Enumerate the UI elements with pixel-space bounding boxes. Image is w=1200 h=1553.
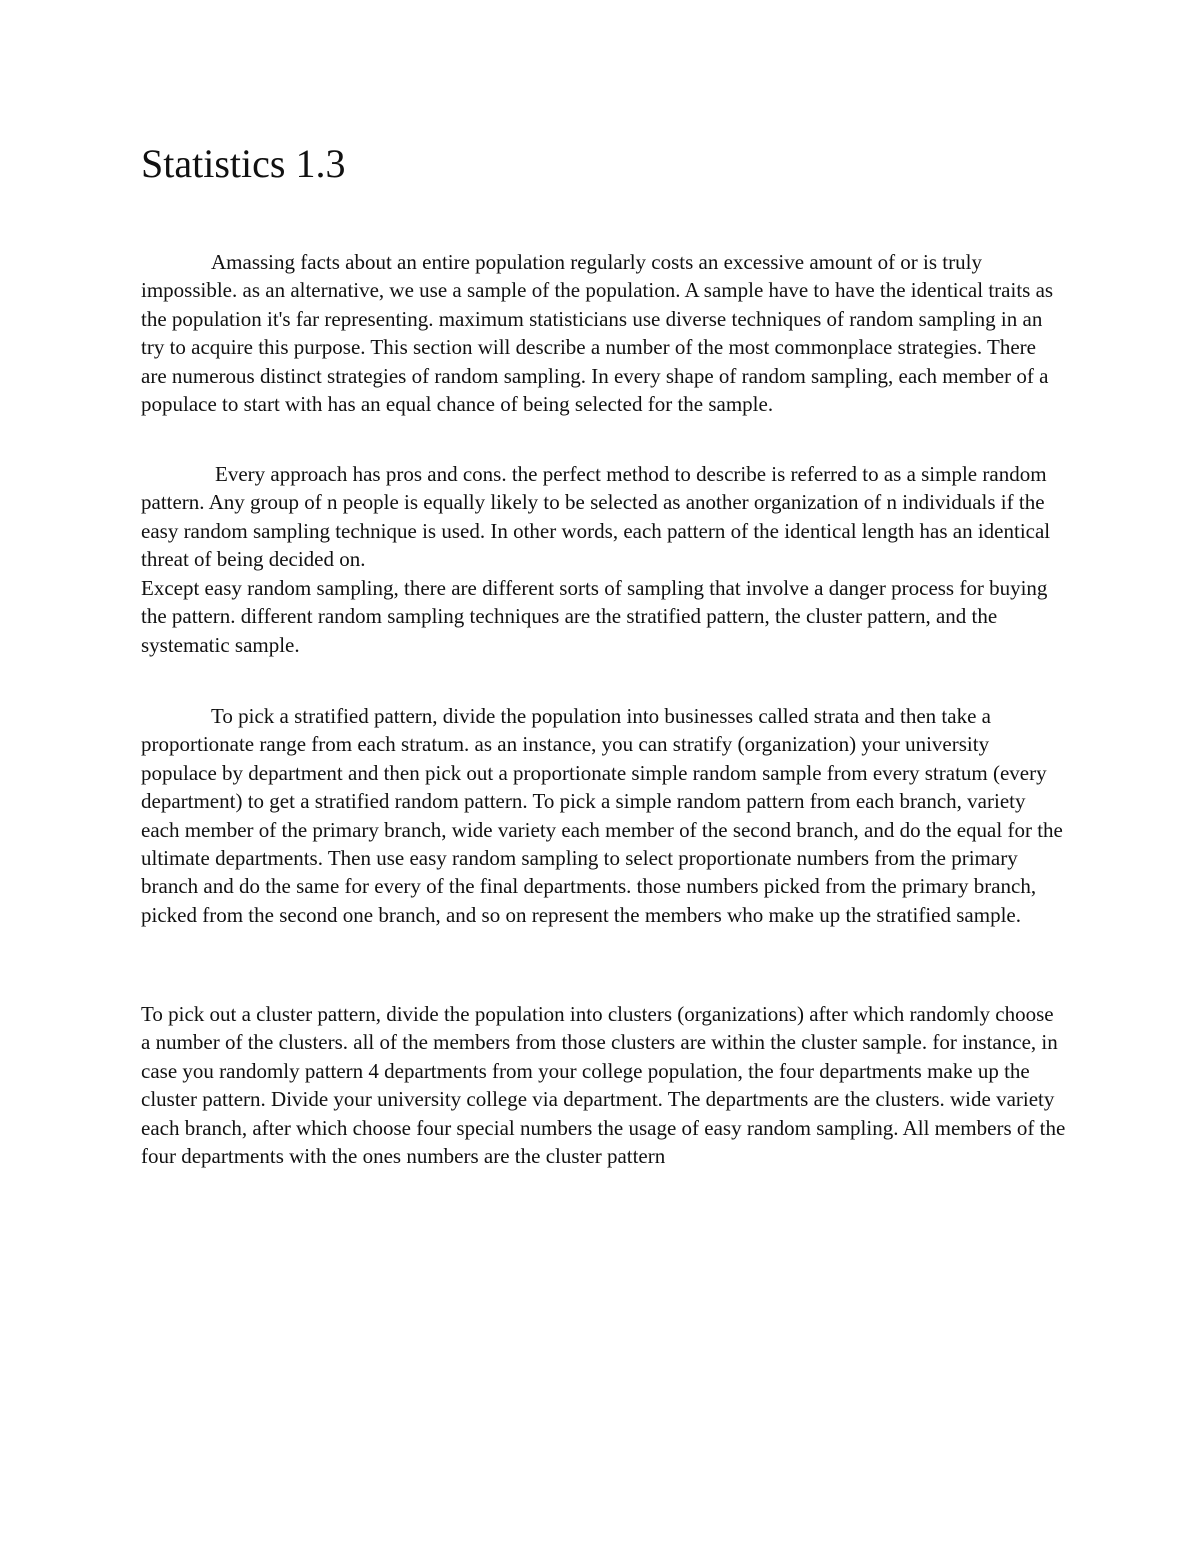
paragraph-stratified: To pick a stratified pattern, divide the population into businesses called strata and then take a proportionate range from each stratum. as an instance, you can stratify (organization) your university populace by department and then pick out a proportionate simple random sample from every stratum (every department) to get a stratified random pattern. To pick a simple random pattern from each branch, variety each member of the primary branch, wide variety each member of the second branch, and do the equal for the ultimate departments. Then use easy random sampling to select proportionate numbers from the primary branch and do the same for every of the final departments. those numbers picked from the primary branch, picked from the second one branch, and so on represent the members who make up the stratified sample.: [141, 704, 1063, 927]
paragraph-other-methods: Except easy random sampling, there are different sorts of sampling that involve a danger process for buying the pattern. different random sampling techniques are the stratified pattern, the cluster pattern, and the systematic sample.: [141, 576, 1048, 657]
paragraph-intro: Amassing facts about an entire population regularly costs an excessive amount of or is truly impossible. as an alternative, we use a sample of the population. A sample have to have the identical traits as the population it's far representing. maximum statisticians use diverse techniques of random sampling in an try to acquire this purpose. This section will describe a number of the most commonplace strategies. There are numerous distinct strategies of random sampling. In every shape of random sampling, each member of a populace to start with has an equal chance of being selected for the sample.: [141, 250, 1054, 417]
paragraph-cluster: To pick out a cluster pattern, divide the population into clusters (organizations) after which randomly choose a number of the clusters. all of the members from those clusters are within the cluster sample. for instance, in case you randomly pattern 4 departments from your college population, the four departments make up the cluster pattern. Divide your university college via department. The departments are the clusters. wide variety each branch, after which choose four special numbers the usage of easy random sampling. All members of the four departments with the ones numbers are the cluster pattern: [141, 1002, 1066, 1169]
paragraph-simple-random: Every approach has pros and cons. the perfect method to describe is referred to as a simple random pattern. Any group of n people is equally likely to be selected as another organization of n individuals if the easy random sampling technique is used. In other words, each pattern of the identical length has an identical threat of being decided on.: [141, 462, 1051, 572]
document-title: Statistics 1.3: [141, 141, 346, 186]
